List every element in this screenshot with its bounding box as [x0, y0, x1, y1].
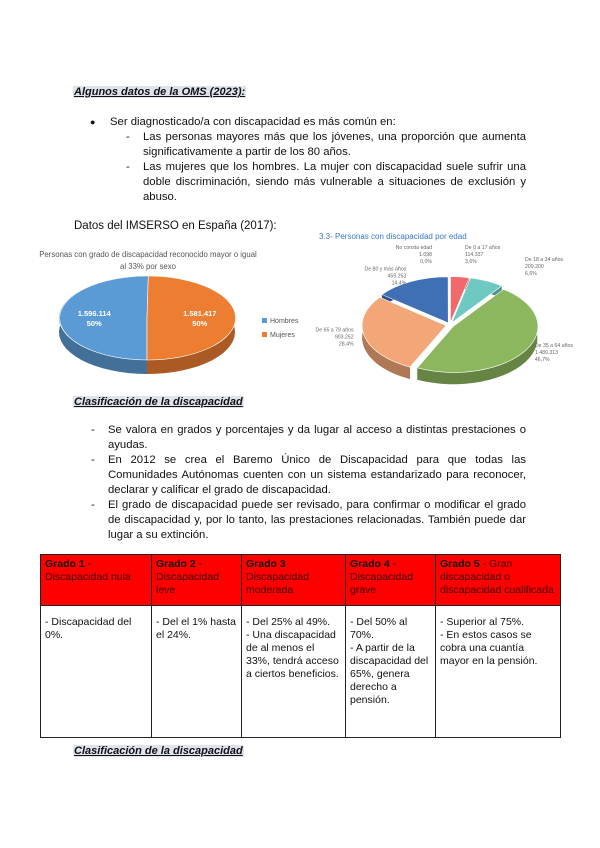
grade-desc-line: - Del el 1% hasta el 24%.: [156, 616, 236, 641]
grado-desc-cell: [41, 606, 152, 738]
oms-subitem-text: Las personas mayores más que los jóvenes, una proporción que aumenta significativamente a partir de los 80 años.: [143, 131, 526, 158]
clasificacion-heading: Clasificación de la discapacidad: [74, 396, 243, 408]
data-label-percent: 0,0%: [420, 259, 432, 265]
grade-name: Discapacidad nula: [45, 571, 131, 583]
oms-subitem: [126, 160, 526, 205]
data-label-percent: 50%: [192, 319, 208, 329]
data-label-percent: 50%: [86, 318, 102, 328]
clasificacion-item: [91, 423, 526, 453]
data-label-percent: 46,7%: [534, 357, 550, 363]
clasificacion-item-text: El grado de discapacidad puede ser revisado, para confirmar o modificar el grado de discapacidad y, por lo tanto, las prestaciones relacionadas. También puede dar lugar a su extinción.: [108, 499, 526, 541]
chart-sexo-title-line1: Personas con grado de discapacidad reconocido mayor o igual: [39, 250, 257, 259]
grado-header-cell: [41, 555, 152, 606]
legend-mujeres-swatch: [262, 332, 267, 337]
dash-marker: -: [126, 161, 130, 173]
grade-separator: -: [389, 558, 397, 570]
dash-marker: -: [91, 499, 95, 511]
grade-desc-line: - Del 50% al 70%.: [350, 616, 408, 641]
grade-label: Grado 1: [45, 558, 85, 570]
data-label-percent: 3,6%: [465, 259, 477, 265]
legend-hombres-swatch: [262, 318, 267, 323]
grade-desc-line: - A partir de la discapacidad del 65%, genera derecho a pensión.: [350, 642, 429, 706]
chart-sexo-title-line2: al 33% por sexo: [120, 262, 176, 271]
grados-table: [40, 554, 561, 738]
imserso-label: Datos del IMSERSO en España (2017):: [74, 220, 277, 232]
legend-mujeres-label: Mujeres: [270, 332, 295, 339]
data-label-value: 114.337: [465, 252, 484, 258]
grade-name: Discapacidad leve: [156, 571, 220, 596]
oms-subitem-text: Las mujeres que los hombres. La mujer con discapacidad suele sufrir una doble discriminación, siendo más vulnerable a situaciones de exclusión y abuso.: [143, 161, 526, 203]
data-label-value: 1.581.417: [183, 309, 217, 319]
data-label-value: 1.489.313: [534, 350, 558, 356]
grado-desc-cell: [436, 606, 561, 738]
dash-marker: -: [91, 424, 95, 436]
chart-sexo: [22, 240, 322, 380]
grade-desc-line: - Superior al 75%.: [440, 616, 525, 628]
grade-separator: -: [195, 558, 203, 570]
data-label-category: De 18 a 34 años: [525, 257, 564, 263]
data-label-percent: 6,6%: [525, 271, 537, 277]
oms-bullet-text: Ser diagnosticado/a con discapacidad es más común en:: [110, 116, 396, 128]
grado-desc-cell: [152, 606, 242, 738]
grade-name: Gran discapacidad o discapacidad cualificada: [440, 558, 554, 596]
data-label-value: 1.098: [419, 252, 432, 258]
data-label-category: De 35 a 64 años: [534, 343, 573, 349]
grade-label: Grado 4: [350, 558, 390, 570]
grado-header-cell: [436, 555, 561, 606]
grade-separator: -: [479, 558, 490, 570]
grade-label: Grado 2: [156, 558, 196, 570]
grado-header-cell: [242, 555, 346, 606]
clasificacion-item-text: Se valora en grados y porcentajes y da lugar al acceso a distintas prestaciones o ayudas.: [108, 424, 526, 451]
oms-heading: Algunos datos de la OMS (2023):: [74, 86, 246, 98]
grado-desc-cell: [346, 606, 436, 738]
data-label-value: 1.596.114: [77, 308, 111, 318]
data-label-category: No consta edad: [395, 245, 432, 251]
grade-desc-line: - En estos casos se cobra una cuantía mayor en la pensión.: [440, 629, 538, 667]
data-label-percent: 14,4%: [391, 280, 407, 287]
chart-edad: [315, 225, 585, 385]
chart-edad-title: 3.3- Personas con discapacidad por edad: [319, 232, 467, 241]
grados-header-row: [41, 555, 561, 606]
clasificacion-heading-2: Clasificación de la discapacidad: [74, 745, 243, 757]
grade-desc-line: - Discapacidad del 0%.: [45, 616, 132, 641]
clasificacion-list: [91, 423, 526, 543]
grade-name: Discapacidad grave: [350, 571, 414, 596]
grado-header-cell: [152, 555, 242, 606]
grado-desc-cell: [242, 606, 346, 738]
dash-marker: -: [91, 454, 95, 466]
clasificacion-item: [91, 453, 526, 498]
grade-separator: -: [84, 558, 92, 570]
grados-body-row: [41, 606, 561, 738]
data-label-category: De 80 y más años: [364, 266, 407, 273]
grade-name: Discapacidad moderada: [246, 571, 310, 596]
clasificacion-item-text: En 2012 se crea el Baremo Único de Discapacidad para que todas las Comunidades Autónomas cuenten con un sistema estandarizado para reconocer, declarar y calificar el grado de discapacidad.: [108, 454, 526, 496]
oms-bullet: [90, 115, 526, 130]
data-label-percent: 28,4%: [338, 341, 354, 348]
data-label-category: De 0 a 17 años: [465, 245, 501, 251]
data-label-category: De 65 a 79 años: [315, 327, 354, 334]
oms-subitem: [126, 130, 526, 160]
data-label-value: 459.253: [387, 273, 407, 280]
bullet-dot-icon: ●: [90, 117, 96, 127]
grade-desc-line: - Una discapacidad de al menos el 33%, tendrá acceso a ciertos beneficios.: [246, 629, 339, 680]
grade-label: Grado 5: [440, 558, 480, 570]
grado-header-cell: [346, 555, 436, 606]
legend-hombres-label: Hombres: [270, 318, 299, 325]
data-label-value: 903.252: [334, 334, 354, 341]
oms-bullet-block: [90, 115, 526, 205]
data-label-value: 209.200: [525, 264, 544, 270]
clasificacion-item: [91, 498, 526, 543]
dash-marker: -: [126, 131, 130, 143]
grade-desc-line: - Del 25% al 49%.: [246, 616, 331, 628]
grade-label: Grado 3: [246, 558, 286, 570]
